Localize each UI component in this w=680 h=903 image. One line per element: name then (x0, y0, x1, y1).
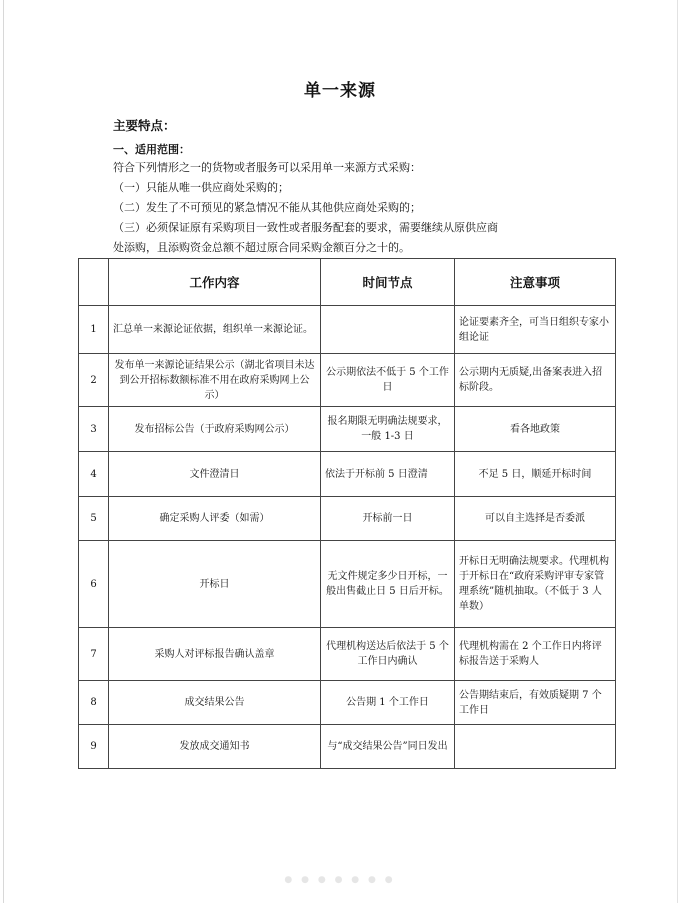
row-note: 看各地政策 (455, 407, 616, 452)
condition-item-2: （二）发生了不可预见的紧急情况不能从其他供应商处采购的； (113, 201, 421, 214)
row-number: 2 (79, 354, 109, 407)
table-row (79, 306, 616, 354)
row-content: 发布招标公告（于政府采购网公示） (109, 407, 321, 452)
row-time: 报名期限无明确法规要求，一般 1-3 日 (321, 407, 455, 452)
row-time: 依法于开标前 5 日澄清 (321, 452, 455, 497)
table-row (79, 628, 616, 681)
table-row (79, 725, 616, 769)
row-content: 汇总单一来源论证依据，组织单一来源论证。 (109, 306, 321, 354)
row-content: 采购人对评标报告确认盖章 (109, 628, 321, 681)
row-content: 发放成交通知书 (109, 725, 321, 769)
table-row (79, 681, 616, 725)
row-note: 可以自主选择是否委派 (455, 497, 616, 541)
row-content: 文件澄清日 (109, 452, 321, 497)
row-time: 公告期 1 个工作日 (321, 681, 455, 725)
page-edge-left (3, 0, 4, 903)
row-note: 不足 5 日，顺延开标时间 (455, 452, 616, 497)
row-note: 论证要素齐全，可当日组织专家小组论证 (455, 306, 616, 354)
main-heading: 主要特点： (113, 118, 176, 133)
row-content: 确定采购人评委（如需） (109, 497, 321, 541)
page-title: 单一来源 (304, 81, 376, 101)
row-content: 成交结果公告 (109, 681, 321, 725)
table-header-row (79, 259, 616, 306)
row-content: 发布单一来源论证结果公示（湖北省项目未达到公开招标数额标准不用在政府采购网上公示） (109, 354, 321, 407)
row-note: 开标日无明确法规要求。代理机构于开标日在“政府采购评审专家管理系统”随机抽取。（不低于 3 人单数） (455, 541, 616, 628)
table-row (79, 452, 616, 497)
page-indicator-dots-icon: ● ● ● ● ● ● ● (284, 875, 396, 885)
section-heading: 一、适用范围： (113, 143, 190, 156)
table-row (79, 497, 616, 541)
row-time: 公示期依法不低于 5 个工作日 (321, 354, 455, 407)
row-time: 与“成交结果公告”同日发出 (321, 725, 455, 769)
row-note: 代理机构需在 2 个工作日内将评标报告送于采购人 (455, 628, 616, 681)
condition-item-3-continued: 处添购，且添购资金总额不超过原合同采购金额百分之十的。 (113, 241, 410, 254)
row-note: 公示期内无质疑,出备案表进入招标阶段。 (455, 354, 616, 407)
process-table (78, 258, 616, 769)
condition-item-1: （一）只能从唯一供应商处采购的； (113, 181, 289, 194)
header-note: 注意事项 (455, 259, 616, 306)
row-time (321, 306, 455, 354)
row-note (455, 725, 616, 769)
intro-paragraph: 符合下列情形之一的货物或者服务可以采用单一来源方式采购： (113, 161, 421, 174)
condition-item-3: （三）必须保证原有采购项目一致性或者服务配套的要求，需要继续从原供应商 (113, 221, 498, 234)
page-edge-right (677, 0, 678, 903)
row-time: 代理机构送达后依法于 5 个工作日内确认 (321, 628, 455, 681)
table-row (79, 354, 616, 407)
row-time: 开标前一日 (321, 497, 455, 541)
row-number: 1 (79, 306, 109, 354)
row-note: 公告期结束后，有效质疑期 7 个工作日 (455, 681, 616, 725)
row-number: 5 (79, 497, 109, 541)
row-content: 开标日 (109, 541, 321, 628)
table-row (79, 407, 616, 452)
table-row (79, 541, 616, 628)
row-time: 无文件规定多少日开标，一般出售截止日 5 日后开标。 (321, 541, 455, 628)
header-time: 时间节点 (321, 259, 455, 306)
row-number: 4 (79, 452, 109, 497)
row-number: 8 (79, 681, 109, 725)
header-number (79, 259, 109, 306)
row-number: 7 (79, 628, 109, 681)
header-content: 工作内容 (109, 259, 321, 306)
row-number: 9 (79, 725, 109, 769)
row-number: 3 (79, 407, 109, 452)
row-number: 6 (79, 541, 109, 628)
